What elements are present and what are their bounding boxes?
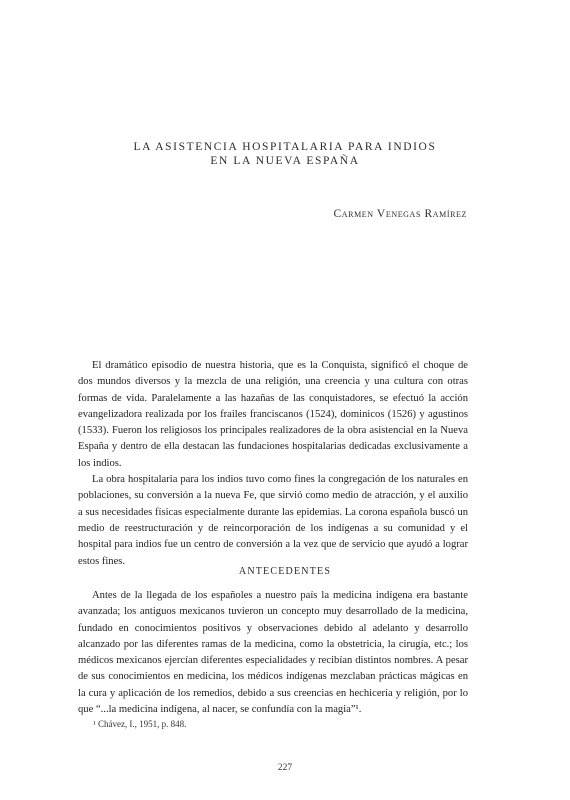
section-heading: ANTECEDENTES [238, 566, 332, 577]
title-line-2: EN LA NUEVA ESPAÑA [210, 155, 360, 167]
paragraph-1: El dramático episodio de nuestra historia, que es la Conquista, significó el choque de dos mundos diversos y la mezcla de una religión, una creencia y una cultura con otras formas de vida. Paralelamente a las hazañas de las conquistadores, se efectuó la acción evangelizadora realizada por los frailes franciscanos (1524), dominicos (1526) y agustinos (1533). Fueron los religiosos los principales realizadores de la obra asistencial en la Nueva España y dentro de ella destacan las fundaciones hospitalarias dedicadas exclusivamente a los indios. [78, 360, 468, 469]
footnote: ¹ Chávez, I., 1951, p. 848. [93, 719, 187, 729]
title-line-1: LA ASISTENCIA HOSPITALARIA PARA INDIOS [133, 141, 437, 153]
paragraph-3: Antes de la llegada de los españoles a nuestro país la medicina indígena era bastante avanzada; los antiguos mexicanos tuvieron un concepto muy desarrollado de la medicina, fundado en conocimientos positivos y observaciones debido al adelanto y desarrollo alcanzado por las diferentes ramas de la medicina, como la obstetricia, la cirugía, etc.; los médicos mexicanos ejercían diferentes especialidades y recibían distintos nombres. A pesar de sus conocimientos en medicina, los médicos indígenas mezclaban prácticas mágicas en la cura y aplicación de los remedios, debido a sus creencias en hechicería y religión, por lo que “...la medicina indígena, al nacer, se confundía con la magia”¹. [78, 590, 468, 716]
page-number: 227 [277, 763, 293, 773]
intro-text [78, 358, 468, 570]
author-name: Carmen Venegas Ramírez [333, 208, 467, 220]
antecedentes-text [78, 588, 468, 718]
paragraph-2: La obra hospitalaria para los indios tuvo como fines la congregación de los naturales en poblaciones, su conversión a la nueva Fe, que sirvió como medio de atracción, y el auxilio a sus necesidades físicas especialmente durante las epidemias. La corona española buscó un medio de reestructuración y de reincorporación de los indígenas a su comunidad y el hospital para indios fue un centro de conversión a la vez que de servicio que ayudó a lograr estos fines. [78, 474, 468, 567]
article-title [0, 140, 570, 168]
